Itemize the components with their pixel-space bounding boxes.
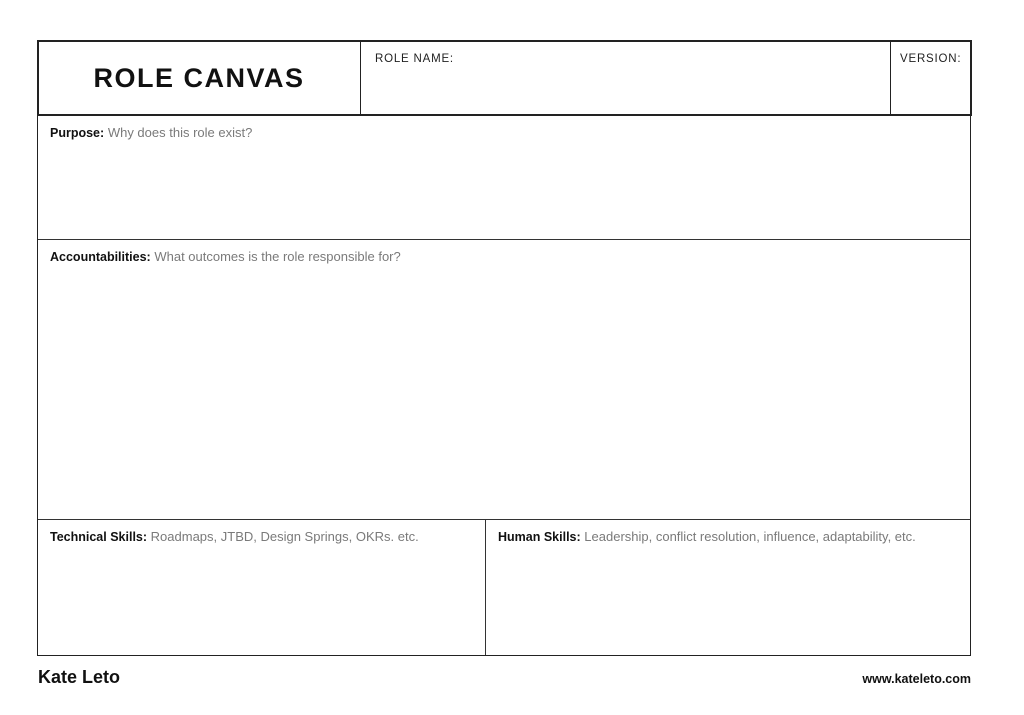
technical-skills-section[interactable] [38, 520, 486, 655]
human-skills-hint: Leadership, conflict resolution, influence, adaptability, etc. [584, 529, 916, 544]
role-name-field[interactable] [361, 41, 891, 114]
accountabilities-heading [50, 249, 401, 264]
technical-skills-heading [50, 529, 419, 544]
human-skills-label: Human Skills: [498, 530, 581, 544]
accountabilities-section[interactable] [38, 240, 970, 520]
human-skills-section[interactable] [486, 520, 970, 655]
website-link[interactable]: www.kateleto.com [862, 672, 971, 686]
accountabilities-hint: What outcomes is the role responsible for? [154, 249, 401, 264]
human-skills-heading [498, 529, 916, 544]
purpose-section[interactable] [38, 116, 970, 240]
role-canvas-sheet [37, 40, 971, 656]
role-name-label: ROLE NAME: [375, 53, 454, 65]
version-label: VERSION: [900, 53, 962, 65]
page-title: ROLE CANVAS [93, 63, 305, 93]
purpose-label: Purpose: [50, 126, 105, 140]
version-field[interactable] [891, 41, 969, 114]
technical-skills-label: Technical Skills: [50, 530, 148, 544]
purpose-heading [50, 125, 252, 140]
purpose-hint: Why does this role exist? [107, 125, 253, 140]
author-name: Kate Leto [38, 667, 121, 687]
accountabilities-label: Accountabilities: [50, 250, 151, 264]
technical-skills-hint: Roadmaps, JTBD, Design Springs, OKRs. etc. [150, 529, 419, 544]
title-cell [38, 41, 361, 114]
